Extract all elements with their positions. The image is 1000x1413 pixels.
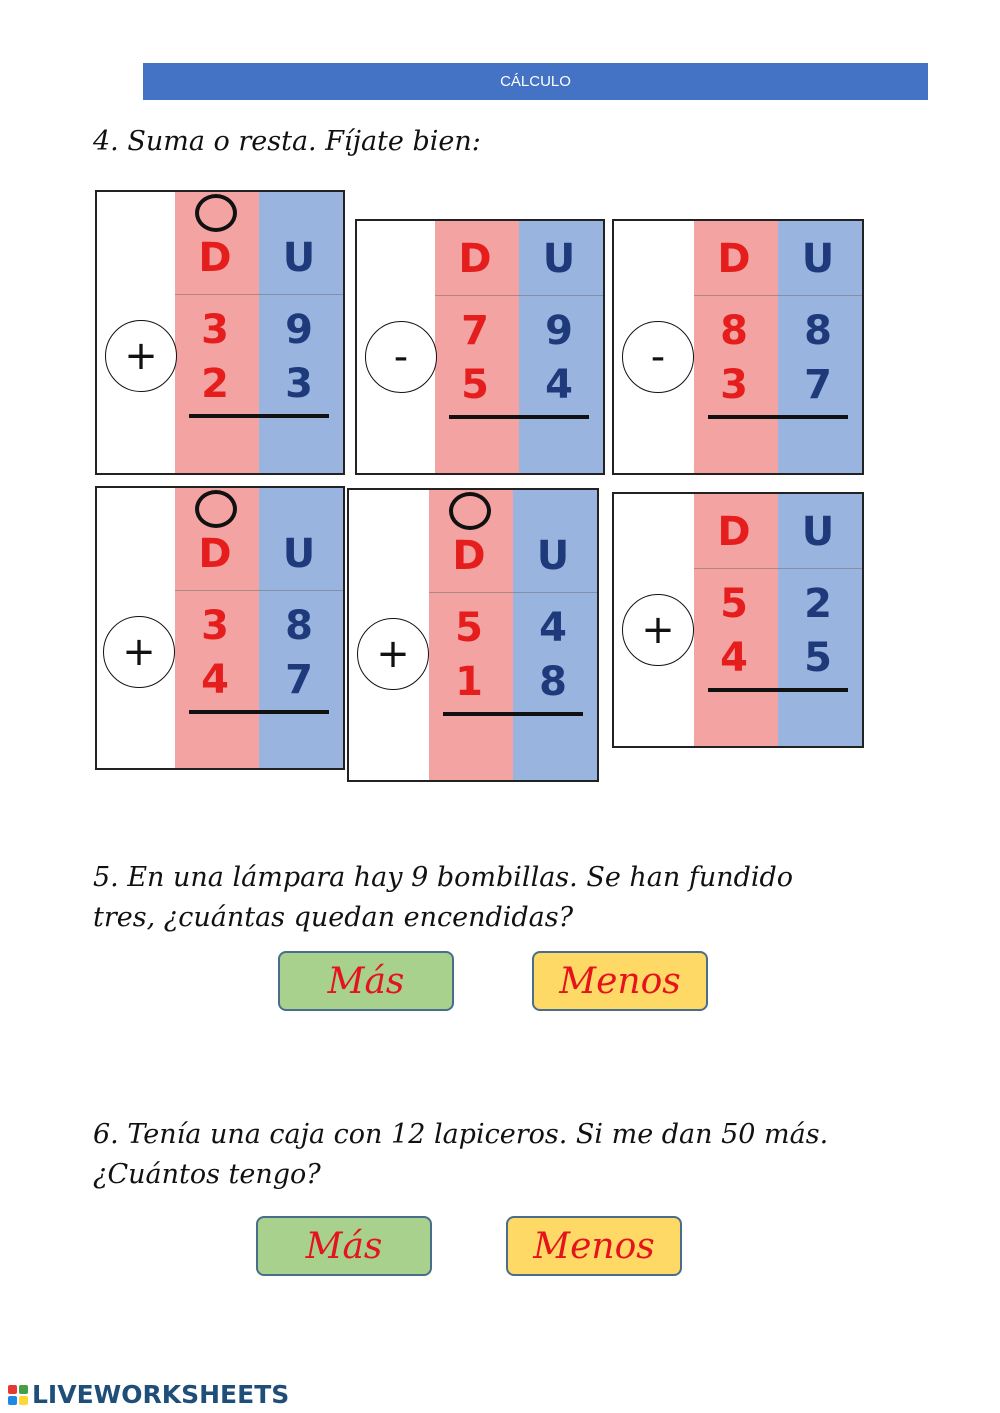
top-units-digit: 9 bbox=[285, 307, 313, 353]
top-units-digit: 8 bbox=[285, 603, 313, 649]
liveworksheets-logo bbox=[8, 1380, 289, 1409]
carry-circle bbox=[195, 194, 237, 232]
plus-sign: + bbox=[105, 320, 177, 392]
tens-label: D bbox=[452, 533, 486, 579]
tens-label: D bbox=[198, 235, 232, 281]
operation-card bbox=[612, 219, 864, 475]
result-line bbox=[449, 415, 589, 419]
header-divider bbox=[694, 568, 862, 569]
q5-less-button[interactable]: Menos bbox=[532, 951, 708, 1011]
exercise-6-line-2: ¿Cuántos tengo? bbox=[93, 1159, 321, 1190]
result-line bbox=[189, 414, 329, 418]
header-divider bbox=[435, 295, 603, 296]
tens-label: D bbox=[198, 531, 232, 577]
q5-more-button[interactable]: Más bbox=[278, 951, 454, 1011]
exercise-5-line-2: tres, ¿cuántas quedan encendidas? bbox=[93, 902, 574, 933]
exercise-5-line-1: 5. En una lámpara hay 9 bombillas. Se han fundido bbox=[93, 862, 794, 893]
top-tens-digit: 5 bbox=[455, 605, 483, 651]
units-label: U bbox=[282, 531, 316, 577]
bottom-tens-digit: 3 bbox=[720, 362, 748, 408]
header-divider bbox=[175, 294, 343, 295]
minus-sign: - bbox=[365, 321, 437, 393]
bottom-units-digit: 7 bbox=[285, 657, 313, 703]
tens-label: D bbox=[717, 509, 751, 555]
top-tens-digit: 8 bbox=[720, 308, 748, 354]
bottom-tens-digit: 1 bbox=[455, 659, 483, 705]
result-line bbox=[708, 688, 848, 692]
q6-more-button[interactable]: Más bbox=[256, 1216, 432, 1276]
plus-sign: + bbox=[357, 618, 429, 690]
bottom-tens-digit: 5 bbox=[461, 362, 489, 408]
exercise-6-line-1: 6. Tenía una caja con 12 lapiceros. Si me dan 50 más. bbox=[93, 1119, 829, 1150]
bottom-units-digit: 3 bbox=[285, 361, 313, 407]
operation-card bbox=[95, 486, 345, 770]
carry-circle bbox=[449, 492, 491, 530]
units-label: U bbox=[536, 533, 570, 579]
bottom-units-digit: 4 bbox=[545, 362, 573, 408]
header-title: CÁLCULO bbox=[500, 73, 571, 90]
tens-label: D bbox=[458, 236, 492, 282]
header-divider bbox=[694, 295, 862, 296]
bottom-units-digit: 8 bbox=[539, 659, 567, 705]
operation-card bbox=[612, 492, 864, 748]
header-divider bbox=[429, 592, 597, 593]
top-tens-digit: 3 bbox=[201, 307, 229, 353]
units-label: U bbox=[542, 236, 576, 282]
header-divider bbox=[175, 590, 343, 591]
bottom-units-digit: 7 bbox=[804, 362, 832, 408]
result-line bbox=[708, 415, 848, 419]
units-label: U bbox=[801, 509, 835, 555]
top-units-digit: 4 bbox=[539, 605, 567, 651]
result-line bbox=[443, 712, 583, 716]
operation-card bbox=[95, 190, 345, 475]
top-tens-digit: 7 bbox=[461, 308, 489, 354]
q6-less-button[interactable]: Menos bbox=[506, 1216, 682, 1276]
tens-label: D bbox=[717, 236, 751, 282]
minus-sign: - bbox=[622, 321, 694, 393]
operation-card bbox=[355, 219, 605, 475]
operation-card bbox=[347, 488, 599, 782]
top-units-digit: 9 bbox=[545, 308, 573, 354]
logo-icon bbox=[8, 1385, 28, 1405]
top-tens-digit: 3 bbox=[201, 603, 229, 649]
header-bar bbox=[143, 63, 928, 100]
plus-sign: + bbox=[622, 594, 694, 666]
bottom-tens-digit: 2 bbox=[201, 361, 229, 407]
plus-sign: + bbox=[103, 616, 175, 688]
logo-text: LIVEWORKSHEETS bbox=[32, 1380, 290, 1409]
bottom-tens-digit: 4 bbox=[720, 635, 748, 681]
exercise-4-title: 4. Suma o resta. Fíjate bien: bbox=[93, 126, 481, 157]
carry-circle bbox=[195, 490, 237, 528]
units-label: U bbox=[282, 235, 316, 281]
top-units-digit: 8 bbox=[804, 308, 832, 354]
result-line bbox=[189, 710, 329, 714]
bottom-units-digit: 5 bbox=[804, 635, 832, 681]
top-units-digit: 2 bbox=[804, 581, 832, 627]
units-label: U bbox=[801, 236, 835, 282]
bottom-tens-digit: 4 bbox=[201, 657, 229, 703]
top-tens-digit: 5 bbox=[720, 581, 748, 627]
